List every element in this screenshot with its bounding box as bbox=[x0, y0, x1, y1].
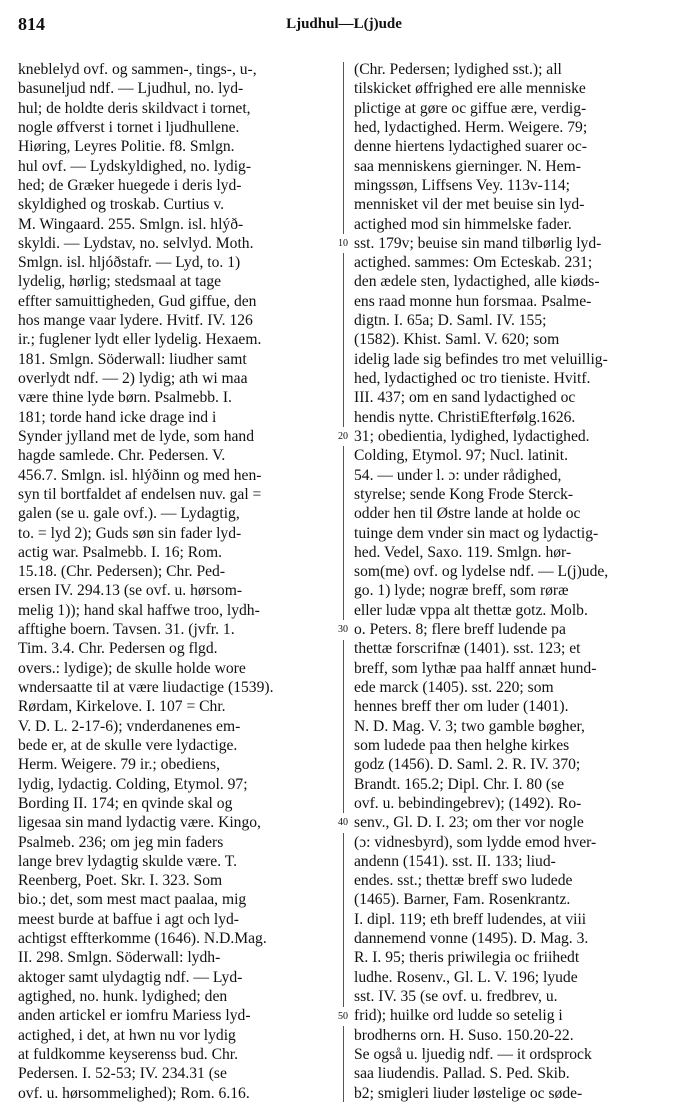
text-line: ersen IV. 294.13 (se ovf. u. hørsom- bbox=[18, 582, 243, 600]
text-line: actighed mod sin himmelske fader. bbox=[354, 215, 572, 233]
text-line: 31; obedientia, lydighed, lydactighed. bbox=[354, 427, 590, 445]
text-line: digtn. I. 65a; D. Saml. IV. 155; bbox=[354, 312, 547, 330]
text-line: galen (se u. gale ovf.). — Lydagtig, bbox=[18, 505, 240, 523]
text-line: II. 298. Smlgn. Söderwall: lydh- bbox=[18, 949, 221, 967]
text-line: lydig, lydactig. Colding, Etymol. 97; bbox=[18, 775, 248, 793]
text-line: wndersaatte til at være liudactige (1539). bbox=[18, 679, 274, 696]
text-line: overlydt ndf. — 2) lydig; ath wi maa bbox=[18, 370, 248, 387]
text-line: (ɔ: vidnesbyrd), som lydde emod hver- bbox=[354, 833, 597, 851]
text-line: hed, lydactighed oc tro tieniste. Hvitf. bbox=[354, 370, 591, 387]
text-line: thettæ forscrifnæ (1401). sst. 123; et bbox=[354, 640, 581, 658]
text-line: o. Peters. 8; flere breff ludende pa bbox=[354, 621, 566, 639]
text-line: ovf. u. bebindingebrev); (1492). Ro- bbox=[354, 794, 582, 812]
text-line: Synder jylland met de lyde, som hand bbox=[18, 427, 255, 445]
text-line: (1582). Khist. Saml. V. 620; som bbox=[354, 331, 560, 349]
text-line: endes. sst.; thettæ breff swo ludede bbox=[354, 872, 573, 890]
text-line: to. = lyd 2); Guds søn sin fader lyd- bbox=[18, 524, 242, 542]
text-line: 181; torde hand icke drage ind i bbox=[18, 408, 217, 426]
text-line: breff, som lythæ paa halff annæt hund- bbox=[354, 659, 597, 677]
running-head: Ljudhul—L(j)ude bbox=[286, 16, 402, 32]
text-line: actighed. sammes: Om Ecteskab. 231; bbox=[354, 254, 593, 272]
text-line: ir.; fuglener lydt eller lydelig. Hexaem. bbox=[18, 331, 262, 349]
text-line: Reenberg, Poet. Skr. I. 323. Som bbox=[18, 872, 223, 890]
text-line: ovf. u. hørsommelighed); Rom. 6.16. bbox=[18, 1084, 250, 1102]
text-line: syn til bortfaldet af endelsen nuv. gal = bbox=[18, 485, 262, 503]
text-line: anden artickel er iomfru Mariess lyd- bbox=[18, 1007, 251, 1025]
text-line: hed; de Græker huegede i deris lyd- bbox=[18, 176, 242, 194]
line-number: 50 bbox=[335, 1007, 351, 1026]
text-line: mingssøn, Liffsens Vey. 113v-114; bbox=[354, 176, 570, 194]
text-line: Herm. Weigere. 79 ir.; obediens, bbox=[18, 756, 220, 774]
text-line: brodherns orn. H. Suso. 150.20-22. bbox=[354, 1026, 574, 1044]
text-line: ligesaa sin mand lydactig være. Kingo, bbox=[18, 814, 261, 832]
text-line: nogle øffverst i tornet i ljudhullene. bbox=[18, 118, 240, 136]
text-line: Rørdam, Kirkelove. I. 107 = Chr. bbox=[18, 698, 226, 716]
text-line: agtighed, no. hunk. lydighed; den bbox=[18, 988, 228, 1005]
text-line: andenn (1541). sst. II. 133; liud- bbox=[354, 852, 556, 870]
text-line: R. I. 95; theris priwilegia oc friihedt bbox=[354, 949, 580, 967]
text-line: Smlgn. isl. hljóðstafr. — Lyd, to. 1) bbox=[18, 254, 241, 272]
text-line: M. Wingaard. 255. Smlgn. isl. hlýð- bbox=[18, 215, 244, 233]
text-line: ens raad monne hun forsmaa. Psalme- bbox=[354, 292, 592, 310]
text-line: skyldi. — Lydstav, no. selvlyd. Moth. bbox=[18, 234, 254, 252]
text-line: Bording II. 174; en qvinde skal og bbox=[18, 794, 233, 812]
text-line: (Chr. Pedersen; lydighed sst.); all bbox=[354, 61, 562, 78]
text-line: overs.: lydige); de skulle holde wore bbox=[18, 659, 246, 677]
text-line: plictige at gøre oc giffue ære, verdig- bbox=[354, 99, 587, 117]
text-line: hos mange vaar lydere. Hvitf. IV. 126 bbox=[18, 312, 253, 330]
text-line: (1465). Barner, Fam. Rosenkrantz. bbox=[354, 891, 571, 909]
text-line: III. 437; om en sand lydactighed oc bbox=[354, 389, 576, 407]
text-line: idelig lade sig befindes tro met veluillig- bbox=[354, 350, 608, 368]
text-line: saa liudendis. Pallad. S. Ped. Skib. bbox=[354, 1065, 570, 1083]
text-line: N. D. Mag. V. 3; two gamble bøgher, bbox=[354, 717, 585, 735]
text-line: lydelig, hørlig; stedsmaal at tage bbox=[18, 273, 222, 291]
text-line: sst. IV. 35 (se ovf. u. fredbrev, u. bbox=[354, 988, 558, 1005]
text-line: frid); huilke ord ludde so setelig i bbox=[354, 1007, 563, 1025]
text-line: actighed, i det, at hwn nu vor lydig bbox=[18, 1026, 236, 1044]
column-divider bbox=[343, 62, 344, 1102]
page-header bbox=[18, 8, 670, 38]
line-number: 10 bbox=[335, 234, 351, 253]
text-line: hul ovf. — Lydskyldighed, no. lydig- bbox=[18, 157, 252, 175]
text-line: hed. Vedel, Saxo. 119. Smlgn. hør- bbox=[354, 543, 572, 561]
text-line: melig 1)); hand skal haffwe troo, lydh- bbox=[18, 601, 260, 619]
text-line: actig war. Psalmebb. I. 16; Rom. bbox=[18, 543, 222, 561]
text-line: I. dipl. 119; eth breff ludendes, at viii bbox=[354, 910, 587, 928]
text-line: den ædele sten, lydactighed, alle kiøds- bbox=[354, 273, 600, 291]
text-line: Pedersen. I. 52-53; IV. 234.31 (se bbox=[18, 1065, 227, 1083]
text-line: meest burde at baffue i agt och lyd- bbox=[18, 910, 239, 928]
text-line: odder hen til Østre lande at holde oc bbox=[354, 505, 581, 523]
text-line: Tim. 3.4. Chr. Pedersen og flgd. bbox=[18, 640, 218, 658]
text-line: ludhe. Rosenv., Gl. L. V. 196; lyude bbox=[354, 968, 578, 986]
text-line: hennes breff ther om luder (1401). bbox=[354, 698, 569, 716]
line-number: 40 bbox=[335, 813, 351, 832]
text-line: tuinge dem vnder sin mact og lydactig- bbox=[354, 524, 599, 542]
line-number: 30 bbox=[335, 620, 351, 639]
text-line: senv., Gl. D. I. 23; om ther vor nogle bbox=[354, 814, 584, 832]
text-line: som ludede paa then helghe kirkes bbox=[354, 736, 570, 754]
line-number: 20 bbox=[335, 427, 351, 446]
text-line: tilskicket øffrighed ere alle menniske bbox=[354, 80, 586, 98]
text-line: hul; de holdte deris skildvact i tornet, bbox=[18, 99, 251, 117]
text-line: 456.7. Smlgn. isl. hlýðinn og med hen- bbox=[18, 466, 262, 484]
right-column bbox=[354, 60, 672, 1103]
text-line: dannemend vonne (1495). D. Mag. 3. bbox=[354, 930, 589, 948]
text-line: godz (1456). D. Saml. 2. R. IV. 370; bbox=[354, 756, 581, 774]
text-line: som(me) ovf. og lydelse ndf. — L(j)ude, bbox=[354, 563, 609, 581]
text-line: være thine lyde børn. Psalmebb. I. bbox=[18, 389, 232, 407]
text-line: Hiøring, Leyres Politie. f8. Smlgn. bbox=[18, 138, 235, 156]
text-line: Colding, Etymol. 97; Nucl. latinit. bbox=[354, 447, 568, 465]
text-line: aktoger samt ulydagtig ndf. — Lyd- bbox=[18, 968, 243, 986]
text-line: bio.; det, som mest mact paalaa, mig bbox=[18, 891, 247, 909]
text-line: ede marck (1405). sst. 220; som bbox=[354, 679, 554, 696]
text-line: sst. 179v; beuise sin mand tilbørlig lyd- bbox=[354, 234, 602, 252]
text-line: hendis nytte. ChristiEfterfølg.1626. bbox=[354, 408, 576, 426]
page-number: 814 bbox=[18, 14, 45, 34]
text-line: 181. Smlgn. Söderwall: liudher samt bbox=[18, 350, 247, 368]
text-line: kneblelyd ovf. og sammen-, tings-, u-, bbox=[18, 61, 257, 78]
text-line: lange brev lydagtig skulde være. T. bbox=[18, 852, 237, 870]
text-line: saa menniskens gierninger. N. Hem- bbox=[354, 157, 581, 175]
text-line: mennisket vil der met beuise sin lyd- bbox=[354, 196, 585, 214]
text-line: bede er, at de skulle vere lydactige. bbox=[18, 736, 238, 754]
text-line: effter samuittigheden, Gud giffue, den bbox=[18, 292, 257, 310]
text-line: skyldighed og troskab. Curtius v. bbox=[18, 196, 225, 214]
text-line: Brandt. 165.2; Dipl. Chr. I. 80 (se bbox=[354, 775, 565, 793]
text-line: achtigst effterkomme (1646). N.D.Mag. bbox=[18, 930, 267, 948]
text-line: at fuldkomme keyserenss bud. Chr. bbox=[18, 1045, 239, 1063]
text-line: V. D. L. 2-17-6); vnderdanenes em- bbox=[18, 717, 241, 735]
text-line: go. 1) lyde; nogræ breff, som røræ bbox=[354, 582, 569, 600]
text-line: styrelse; sende Kong Frode Sterck- bbox=[354, 485, 574, 503]
text-line: denne hiertens lydactighed suarer oc- bbox=[354, 138, 587, 156]
text-line: afftighe boern. Tavsen. 31. (jvfr. 1. bbox=[18, 621, 235, 639]
text-line: 15.18. (Chr. Pedersen); Chr. Ped- bbox=[18, 563, 226, 581]
text-line: eller ludæ vppa alt thettæ gotz. Molb. bbox=[354, 601, 588, 619]
text-line: b2; smigleri liuder løstelige oc søde- bbox=[354, 1084, 583, 1102]
text-line: 54. — under l. ɔ: under rådighed, bbox=[354, 466, 562, 484]
text-line: basuneljud ndf. — Ljudhul, no. lyd- bbox=[18, 80, 244, 98]
text-line: Se også u. ljuedig ndf. — it ordsprock bbox=[354, 1045, 592, 1063]
left-column bbox=[18, 60, 334, 1103]
text-line: hagde samlede. Chr. Pedersen. V. bbox=[18, 447, 226, 465]
text-line: hed, lydactighed. Herm. Weigere. 79; bbox=[354, 118, 588, 136]
text-line: Psalmeb. 236; om jeg min faders bbox=[18, 833, 224, 851]
